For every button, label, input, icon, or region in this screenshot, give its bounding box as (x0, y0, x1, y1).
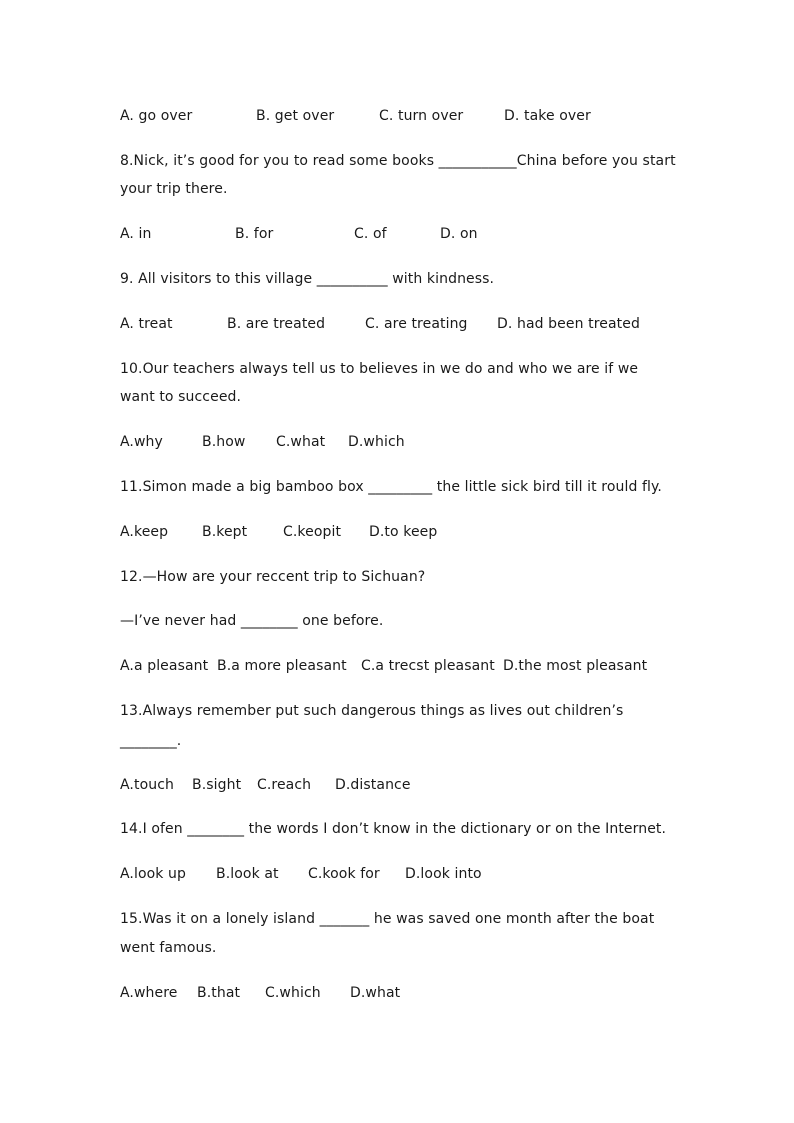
q11-option-b: B.kept (202, 524, 248, 540)
q11-option-d: D.to keep (369, 524, 438, 540)
q8-option-a: A. in (120, 226, 152, 242)
q8-stem-line2: your trip there. (120, 181, 228, 197)
q8-option-d: D. on (440, 226, 478, 242)
q12-option-c: C.a trecst pleasant (361, 658, 495, 674)
q10-option-c: C.what (276, 434, 326, 450)
q14-option-b: B.look at (216, 866, 279, 882)
q11-option-a: A.keep (120, 524, 169, 540)
q9-option-c: C. are treating (365, 316, 468, 332)
q14-stem: 14.I ofen ________ the words I don’t know in the dictionary or on the Internet. (120, 821, 667, 837)
q15-option-b: B.that (197, 985, 241, 1001)
q12-option-b: B.a more pleasant (217, 658, 347, 674)
q12-option-d: D.the most pleasant (503, 658, 648, 674)
q9-option-b: B. are treated (227, 316, 326, 332)
q13-option-b: B.sight (192, 777, 242, 793)
q12-stem-line2: —I’ve never had ________ one before. (120, 613, 384, 629)
q12-option-a: A.a pleasant (120, 658, 209, 674)
q10-stem-line2: want to succeed. (120, 389, 242, 405)
q13-option-c: C.reach (257, 777, 312, 793)
q12-stem-line1: 12.—How are your reccent trip to Sichuan? (120, 569, 426, 585)
q10-option-d: D.which (348, 434, 405, 450)
q9-stem: 9. All visitors to this village __________ with kindness. (120, 271, 495, 287)
q14-option-c: C.kook for (308, 866, 380, 882)
q11-stem: 11.Simon made a big bamboo box _________ the little sick bird till it rould fly. (120, 479, 662, 495)
q8-stem-line1: 8.Nick, it’s good for you to read some books ___________China before you start (120, 153, 676, 169)
q10-stem-line1: 10.Our teachers always tell us to believes in we do and who we are if we (120, 361, 639, 377)
q10-option-b: B.how (202, 434, 246, 450)
q14-option-d: D.look into (405, 866, 482, 882)
q7-option-b: B. get over (256, 108, 335, 124)
q14-option-a: A.look up (120, 866, 187, 882)
q8-option-b: B. for (235, 226, 274, 242)
q15-option-c: C.which (265, 985, 321, 1001)
q8-option-c: C. of (354, 226, 387, 242)
q7-option-a: A. go over (120, 108, 193, 124)
q9-option-a: A. treat (120, 316, 173, 332)
q9-option-d: D. had been treated (497, 316, 640, 332)
q15-stem-line1: 15.Was it on a lonely island _______ he was saved one month after the boat (120, 911, 655, 927)
q15-stem-line2: went famous. (120, 940, 217, 956)
q7-option-c: C. turn over (379, 108, 464, 124)
q15-option-a: A.where (120, 985, 178, 1001)
q13-stem-line2: ________. (120, 733, 182, 749)
q10-option-a: A.why (120, 434, 163, 450)
q13-option-a: A.touch (120, 777, 174, 793)
q13-stem-line1: 13.Always remember put such dangerous things as lives out children’s (120, 703, 624, 719)
q7-option-d: D. take over (504, 108, 591, 124)
q15-option-d: D.what (350, 985, 401, 1001)
q13-option-d: D.distance (335, 777, 411, 793)
q11-option-c: C.keopit (283, 524, 342, 540)
